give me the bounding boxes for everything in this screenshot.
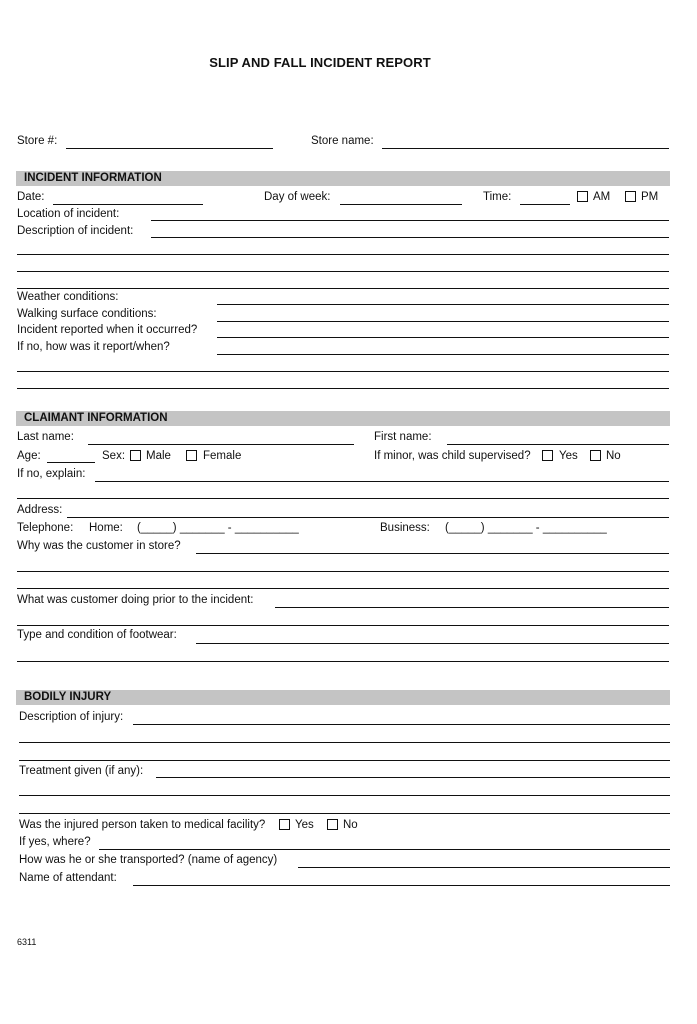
date-field[interactable] — [53, 204, 203, 205]
report-when-label: If no, how was it report/when? — [17, 341, 170, 353]
incident-section-header — [16, 171, 670, 186]
weather-field[interactable] — [217, 304, 669, 305]
business-phone-field[interactable]: (_____) _______ - __________ — [445, 522, 607, 534]
footwear-line-2[interactable] — [17, 661, 669, 662]
male-checkbox[interactable] — [130, 450, 141, 461]
footwear-field[interactable] — [196, 643, 669, 644]
footwear-label: Type and condition of footwear: — [17, 629, 177, 641]
child-supervised-label: If minor, was child supervised? — [374, 450, 531, 462]
reported-label: Incident reported when it occurred? — [17, 324, 198, 336]
female-label: Female — [203, 450, 242, 462]
last-name-label: Last name: — [17, 431, 74, 443]
walking-surface-field[interactable] — [217, 321, 669, 322]
store-name-label: Store name: — [311, 135, 374, 147]
address-field[interactable] — [67, 517, 669, 518]
prior-activity-label: What was customer doing prior to the incident: — [17, 594, 254, 606]
business-phone-label: Business: — [380, 522, 430, 534]
store-number-label: Store #: — [17, 135, 58, 147]
medical-no-label: No — [343, 819, 358, 831]
walking-surface-label: Walking surface conditions: — [17, 308, 157, 320]
description-label: Description of incident: — [17, 225, 134, 237]
description-line-4[interactable] — [17, 288, 669, 289]
am-checkbox[interactable] — [577, 191, 588, 202]
store-name-field[interactable] — [382, 148, 669, 149]
female-checkbox[interactable] — [186, 450, 197, 461]
injury-description-label: Description of injury: — [19, 711, 124, 723]
description-line-2[interactable] — [17, 254, 669, 255]
why-in-store-field[interactable] — [196, 553, 669, 554]
first-name-label: First name: — [374, 431, 432, 443]
report-when-field[interactable] — [217, 354, 669, 355]
explain-field[interactable] — [95, 481, 669, 482]
claimant-section-header — [16, 411, 670, 426]
treatment-line-2[interactable] — [19, 795, 670, 796]
claimant-section-title: CLAIMANT INFORMATION — [24, 412, 168, 424]
explain-label: If no, explain: — [17, 468, 86, 480]
where-label: If yes, where? — [19, 836, 91, 848]
attendant-label: Name of attendant: — [19, 872, 117, 884]
pm-label: PM — [641, 191, 659, 203]
telephone-label: Telephone: — [17, 522, 74, 534]
time-field[interactable] — [520, 204, 570, 205]
address-label: Address: — [17, 504, 63, 516]
first-name-field[interactable] — [447, 444, 669, 445]
why-in-store-label: Why was the customer in store? — [17, 540, 181, 552]
day-of-week-label: Day of week: — [264, 191, 331, 203]
date-label: Date: — [17, 191, 45, 203]
last-name-field[interactable] — [88, 444, 354, 445]
child-supervised-no-label: No — [606, 450, 621, 462]
weather-label: Weather conditions: — [17, 291, 119, 303]
child-supervised-no-checkbox[interactable] — [590, 450, 601, 461]
store-number-field[interactable] — [66, 148, 273, 149]
injury-section-title: BODILY INJURY — [24, 691, 112, 703]
child-supervised-yes-checkbox[interactable] — [542, 450, 553, 461]
injury-section-header — [16, 690, 670, 705]
report-when-line-2[interactable] — [17, 371, 669, 372]
home-phone-label: Home: — [89, 522, 123, 534]
description-field[interactable] — [151, 237, 669, 238]
transported-field[interactable] — [298, 867, 670, 868]
home-phone-field[interactable]: (_____) _______ - __________ — [137, 522, 299, 534]
explain-line-2[interactable] — [17, 498, 669, 499]
male-label: Male — [146, 450, 171, 462]
day-of-week-field[interactable] — [340, 204, 462, 205]
attendant-field[interactable] — [133, 885, 670, 886]
incident-section-title: INCIDENT INFORMATION — [24, 172, 162, 184]
description-line-3[interactable] — [17, 271, 669, 272]
prior-activity-field[interactable] — [275, 607, 669, 608]
why-in-store-line-3[interactable] — [17, 588, 669, 589]
child-supervised-yes-label: Yes — [559, 450, 578, 462]
medical-yes-checkbox[interactable] — [279, 819, 290, 830]
age-label: Age: — [17, 450, 41, 462]
medical-facility-label: Was the injured person taken to medical facility? — [19, 819, 266, 831]
treatment-field[interactable] — [156, 777, 670, 778]
report-when-line-3[interactable] — [17, 388, 669, 389]
injury-description-line-2[interactable] — [19, 742, 670, 743]
prior-activity-line-2[interactable] — [17, 625, 669, 626]
treatment-line-3[interactable] — [19, 813, 670, 814]
medical-yes-label: Yes — [295, 819, 314, 831]
pm-checkbox[interactable] — [625, 191, 636, 202]
sex-label: Sex: — [102, 450, 126, 462]
injury-description-line-3[interactable] — [19, 760, 670, 761]
am-label: AM — [593, 191, 611, 203]
time-label: Time: — [483, 191, 512, 203]
transported-label: How was he or she transported? (name of agency) — [19, 854, 278, 866]
medical-no-checkbox[interactable] — [327, 819, 338, 830]
treatment-label: Treatment given (if any): — [19, 765, 144, 777]
injury-description-field[interactable] — [133, 724, 670, 725]
reported-field[interactable] — [217, 337, 669, 338]
location-field[interactable] — [151, 220, 669, 221]
why-in-store-line-2[interactable] — [17, 571, 669, 572]
location-label: Location of incident: — [17, 208, 120, 220]
page-title: SLIP AND FALL INCIDENT REPORT — [209, 55, 431, 70]
where-field[interactable] — [99, 849, 670, 850]
age-field[interactable] — [47, 462, 95, 463]
form-number: 6311 — [17, 937, 37, 947]
